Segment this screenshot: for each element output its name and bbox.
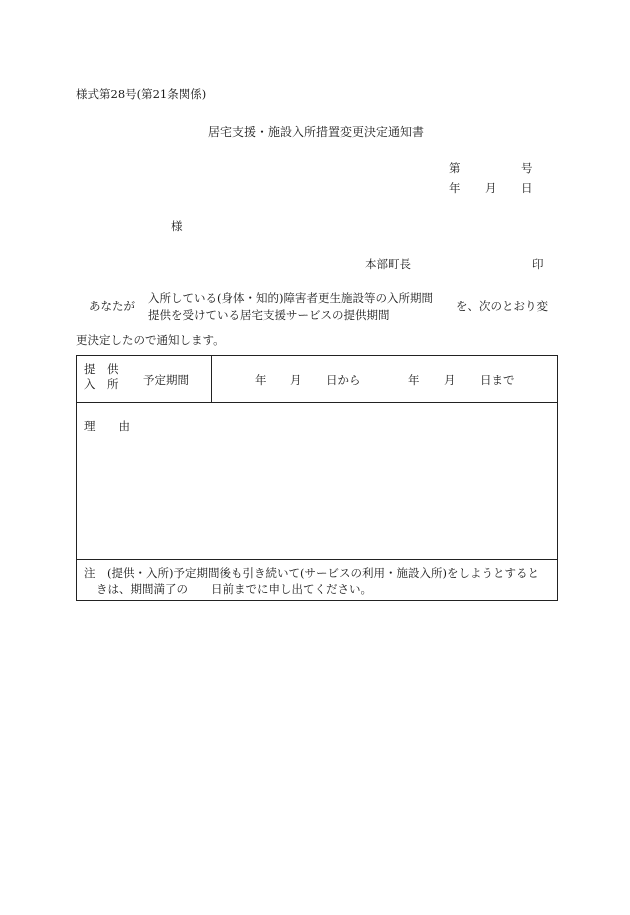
doc-number-suffix: 号 bbox=[521, 161, 533, 175]
from-year: 年 bbox=[255, 373, 267, 387]
body-trail: を、次のとおり変 bbox=[456, 299, 548, 313]
period-divider bbox=[211, 356, 212, 402]
reason-label: 理 由 bbox=[84, 419, 130, 433]
body-options bbox=[148, 290, 433, 324]
note-line-2: きは、期間満了の 日前までに申し出てください。 bbox=[96, 582, 372, 596]
addressee-suffix: 様 bbox=[171, 219, 183, 233]
to-year: 年 bbox=[408, 373, 420, 387]
body-option-service: 提供を受けている居宅支援サービスの提供期間 bbox=[148, 308, 390, 322]
table-divider-2 bbox=[77, 559, 557, 560]
to-month: 月 bbox=[444, 373, 456, 387]
from-month: 月 bbox=[290, 373, 302, 387]
period-label: 予定期間 bbox=[143, 373, 189, 387]
from-day: 日から bbox=[326, 373, 361, 387]
notice-table bbox=[76, 355, 558, 601]
doc-number-prefix: 第 bbox=[449, 161, 461, 175]
period-type-label bbox=[84, 362, 119, 392]
date-day: 日 bbox=[521, 181, 533, 195]
seal-mark: 印 bbox=[532, 257, 544, 271]
document-title: 居宅支援・施設入所措置変更決定通知書 bbox=[208, 125, 425, 139]
body-option-facility: 入所している(身体・知的)障害者更生施設等の入所期間 bbox=[148, 291, 433, 305]
period-type-label-top: 提 供 bbox=[84, 362, 119, 376]
to-day: 日まで bbox=[480, 373, 515, 387]
table-divider-1 bbox=[77, 402, 557, 403]
form-number: 様式第28号(第21条関係) bbox=[76, 87, 207, 101]
note bbox=[84, 565, 539, 597]
body-line-2: 更決定したので通知します。 bbox=[76, 333, 225, 347]
period-type-label-bottom: 入 所 bbox=[84, 377, 119, 391]
body-lead: あなたが bbox=[89, 299, 135, 313]
note-line-1: 注 (提供・入所)予定期間後も引き続いて(サービスの利用・施設入所)をしようとすると bbox=[84, 566, 539, 580]
date-year: 年 bbox=[449, 181, 461, 195]
issuer-name: 本部町長 bbox=[365, 257, 411, 271]
date-month: 月 bbox=[485, 181, 497, 195]
